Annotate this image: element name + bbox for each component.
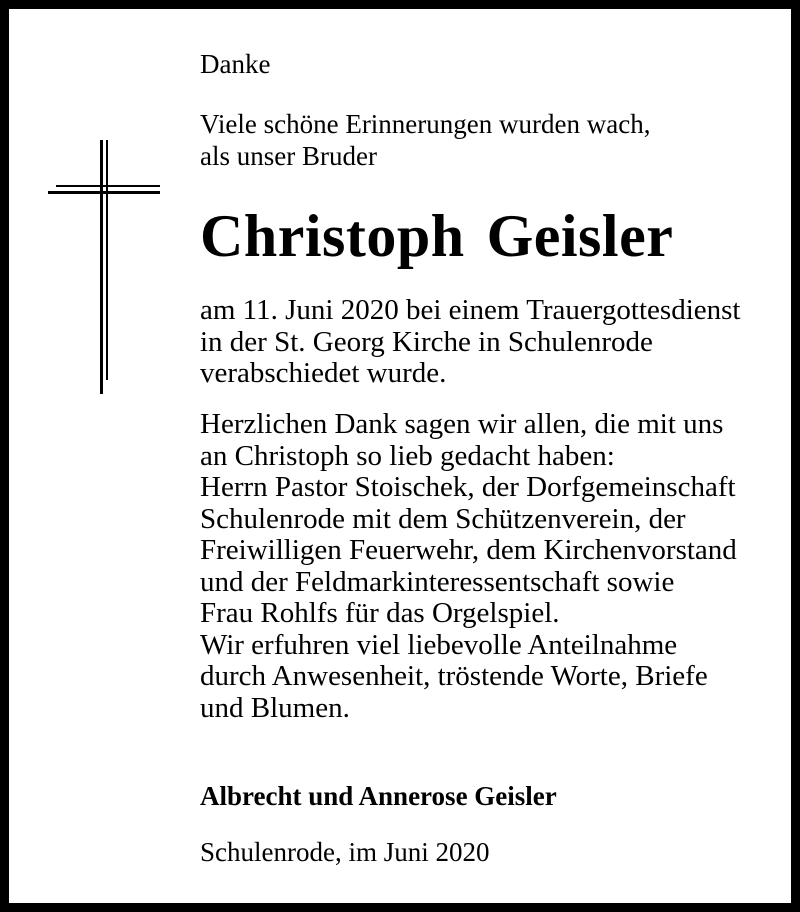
last-name: Geisler	[486, 203, 674, 269]
thanks-line: und der Feldmarkinteressentschaft sowie	[200, 565, 675, 598]
thanks-line: Frau Rohlfs für das Orgelspiel.	[200, 597, 560, 629]
farewell-text	[200, 295, 740, 390]
thanks-line: Schulenrode mit dem Schützenverein, der	[200, 502, 686, 535]
thanks-line: an Christoph so lieb gedacht haben:	[200, 439, 615, 472]
place-date: Schulenrode, im Juni 2020	[200, 837, 490, 867]
intro-text	[200, 108, 650, 172]
thanks-body	[200, 409, 737, 724]
thanks-title: Danke	[200, 49, 271, 79]
thanks-line: Wir erfuhren viel liebevolle Anteilnahme	[200, 628, 678, 661]
thanks-line: Herrn Pastor Stoischek, der Dorfgemeinschaft	[200, 471, 736, 503]
thanks-line: Freiwilligen Feuerwehr, dem Kirchenvorstand	[200, 534, 737, 566]
thanks-line: durch Anwesenheit, tröstende Worte, Briefe	[200, 660, 708, 692]
intro-line: als unser Bruder	[200, 141, 377, 171]
thanks-line: Herzlichen Dank sagen wir allen, die mit uns	[200, 408, 724, 440]
signature: Albrecht und Annerose Geisler	[200, 781, 557, 811]
deceased-name	[200, 204, 673, 268]
farewell-line: am 11. Juni 2020 bei einem Trauergottesdienst	[200, 294, 741, 326]
cross-icon	[48, 140, 160, 394]
first-name: Christoph	[200, 203, 465, 269]
farewell-line: verabschiedet wurde.	[200, 357, 447, 389]
farewell-line: in der St. Georg Kirche in Schulenrode	[200, 325, 653, 358]
thanks-line: und Blumen.	[200, 691, 350, 724]
intro-line: Viele schöne Erinnerungen wurden wach,	[200, 109, 651, 139]
